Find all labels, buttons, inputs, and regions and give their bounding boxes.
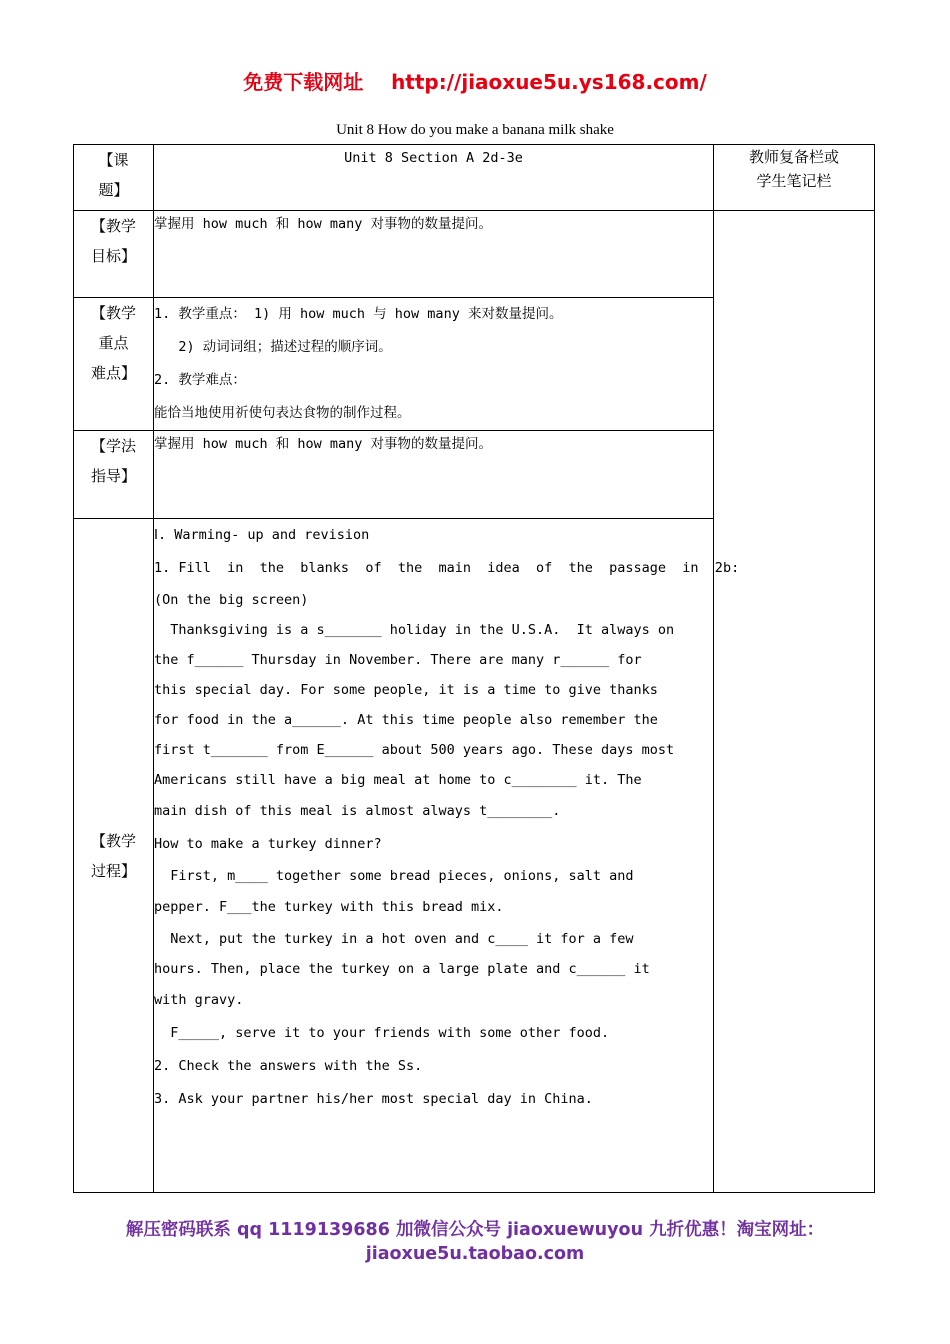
key-points-label: 【教学 重点 难点】 (74, 298, 154, 431)
notes-column-header: 教师复备栏或 学生笔记栏 (714, 145, 875, 211)
process-line: Next, put the turkey in a hot oven and c____ it for a few (154, 931, 634, 947)
goal-row (74, 211, 875, 298)
process-label: 【教学 过程】 (74, 519, 154, 1193)
key-line: 1. 教学重点： 1) 用 how much 与 how many 来对数量提问。 (154, 306, 563, 322)
document-title: Unit 8 How do you make a banana milk shake (336, 122, 614, 138)
key-line: 2) 动词词组；描述过程的顺序词。 (154, 339, 392, 355)
process-line: 1. Fill in the blanks of the main idea of the passage in 2b: (154, 560, 740, 576)
process-line: First, m____ together some bread pieces, onions, salt and (154, 868, 634, 884)
process-line: first t_______ from E______ about 500 years ago. These days most (154, 742, 675, 758)
download-site-header (0, 66, 950, 95)
footer-line: 解压密码联系 qq 1119139686 加微信公众号 jiaoxuewuyou 九折优惠！淘宝网址： (125, 1220, 825, 1240)
process-line: pepper. F___the turkey with this bread mix. (154, 899, 504, 915)
process-cell (154, 519, 740, 1193)
process-line: the f______ Thursday in November. There are many r______ for (154, 652, 642, 668)
process-line: hours. Then, place the turkey on a large plate and c______ it (154, 961, 650, 977)
process-line: Americans still have a big meal at home to c________ it. The (154, 772, 642, 788)
key-line: 能恰当地使用祈使句表达食物的制作过程。 (154, 405, 411, 421)
goal-label: 【教学 目标】 (74, 211, 154, 298)
goal-cell: 掌握用 how much 和 how many 对事物的数量提问。 (154, 211, 714, 298)
process-line: for food in the a______. At this time people also remember the (154, 712, 658, 728)
topic-label: 【课 题】 (74, 145, 154, 211)
site-url-link[interactable]: http://jiaoxue5u.ys168.com/ (391, 70, 707, 94)
process-line: How to make a turkey dinner? (154, 836, 382, 852)
process-line: (On the big screen) (154, 592, 309, 608)
process-line: F_____, serve it to your friends with some other food. (154, 1025, 610, 1041)
notes-column[interactable] (714, 211, 875, 1193)
process-line: Ⅰ. Warming- up and revision (154, 527, 370, 543)
process-line: main dish of this meal is almost always t________. (154, 803, 561, 819)
topic-cell: Unit 8 Section A 2d-3e (154, 145, 714, 211)
contact-footer (0, 1218, 950, 1266)
site-label: 免费下载网址 (243, 70, 364, 94)
method-label: 【学法 指导】 (74, 431, 154, 519)
process-line: this special day. For some people, it is a time to give thanks (154, 682, 658, 698)
key-points-cell (154, 298, 714, 431)
footer-shop-link[interactable]: jiaoxue5u.taobao.com (365, 1244, 585, 1264)
process-line: with gravy. (154, 992, 244, 1008)
key-line: 2. 教学难点： (154, 372, 246, 388)
process-line: Thanksgiving is a s_______ holiday in the U.S.A. It always on (154, 622, 675, 638)
method-cell: 掌握用 how much 和 how many 对事物的数量提问。 (154, 431, 714, 519)
topic-row (74, 145, 875, 211)
process-line: 3. Ask your partner his/her most special day in China. (154, 1091, 593, 1107)
process-line: 2. Check the answers with the Ss. (154, 1058, 423, 1074)
lesson-plan-table (73, 144, 875, 1193)
